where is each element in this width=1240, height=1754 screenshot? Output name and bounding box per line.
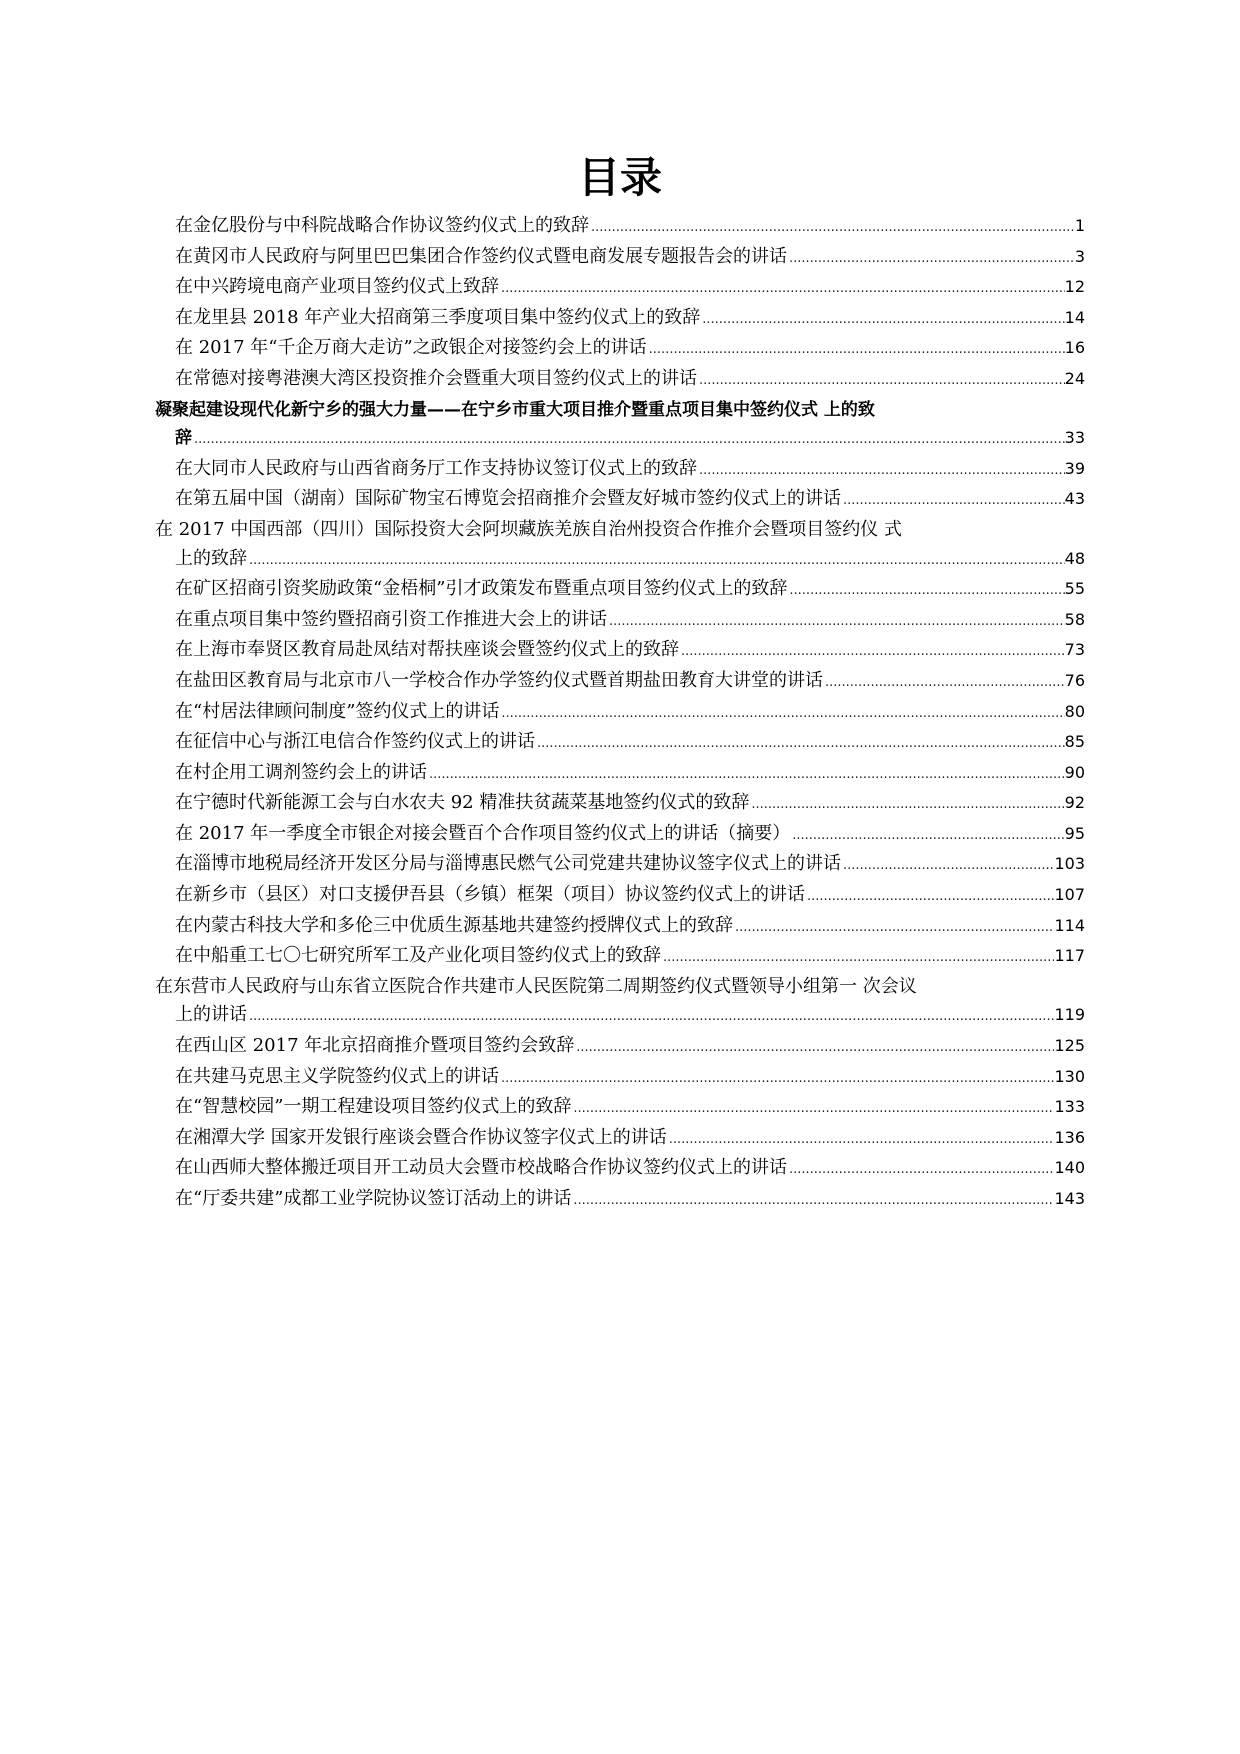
toc-entry-page-number: 12 — [1064, 277, 1085, 297]
dot-leader — [192, 426, 1065, 455]
toc-entry[interactable] — [175, 881, 1085, 912]
toc-entry[interactable] — [175, 455, 1085, 486]
dot-leader — [841, 852, 1054, 881]
toc-entry-title: 在 2017 年一季度全市银企对接会暨百个合作项目签约仪式上的讲话（摘要） — [175, 822, 791, 844]
toc-entry-page-number: 33 — [1064, 428, 1085, 448]
toc-entry-page-number: 95 — [1064, 823, 1085, 843]
dot-leader — [679, 638, 1065, 667]
toc-entry-title: 在村企用工调剂签约会上的讲话 — [175, 761, 427, 783]
toc-entry-title: 上的讲话 — [175, 1004, 247, 1026]
toc-entry-title-line1: 凝聚起建设现代化新宁乡的强大力量——在宁乡市重大项目推介暨重点项目集中签约仪式 上的致 — [155, 399, 875, 420]
toc-entry-title: 在大同市人民政府与山西省商务厅工作支持协议签订仪式上的致辞 — [175, 457, 697, 479]
dot-leader — [589, 214, 1075, 243]
toc-entry-page-number: 55 — [1064, 579, 1085, 599]
dot-leader — [697, 367, 1065, 396]
toc-entry-page-number: 130 — [1054, 1066, 1085, 1086]
dot-leader — [787, 1156, 1054, 1185]
toc-entry[interactable] — [175, 1063, 1085, 1094]
toc-title: 目录 — [577, 153, 662, 202]
toc-entry-page-number: 48 — [1064, 548, 1085, 568]
toc-entry-title: 辞 — [175, 428, 192, 449]
dot-leader — [607, 608, 1065, 637]
dot-leader — [661, 944, 1054, 973]
dot-leader — [790, 822, 1064, 851]
toc-entry-page-number: 43 — [1064, 489, 1085, 509]
toc-entry[interactable] — [175, 912, 1085, 943]
toc-entry-title: 在西山区 2017 年北京招商推介暨项目签约会致辞 — [175, 1035, 575, 1057]
toc-entry-title-line1: 在 2017 中国西部（四川）国际投资大会阿坝藏族羌族自治州投资合作推介会暨项目签约仪 式 — [155, 518, 902, 540]
toc-entry[interactable] — [155, 973, 1085, 1032]
toc-entry[interactable] — [155, 396, 1085, 455]
toc-entry-page-number: 14 — [1064, 307, 1085, 327]
toc-entry-page-number: 1 — [1074, 216, 1085, 235]
table-of-contents — [155, 212, 1085, 1216]
toc-entry-title: 在中兴跨境电商产业项目签约仪式上致辞 — [175, 276, 499, 298]
dot-leader — [749, 791, 1064, 820]
toc-entry-page-number: 114 — [1054, 915, 1085, 935]
dot-leader — [787, 245, 1075, 274]
toc-entry-title: 在山西师大整体搬迁项目开工动员大会暨市校战略合作协议签约仪式上的讲话 — [175, 1157, 787, 1179]
dot-leader — [499, 700, 1064, 729]
toc-entry[interactable] — [175, 334, 1085, 365]
toc-entry-page-number: 125 — [1054, 1036, 1085, 1056]
toc-entry[interactable] — [175, 942, 1085, 973]
toc-entry-page-number: 136 — [1054, 1127, 1085, 1147]
toc-entry[interactable] — [175, 1124, 1085, 1155]
dot-leader — [823, 669, 1065, 698]
toc-entry-title-line1: 在东营市人民政府与山东省立医院合作共建市人民医院第二周期签约仪式暨领导小组第一 次会议 — [155, 975, 917, 997]
toc-entry[interactable] — [175, 728, 1085, 759]
toc-entry[interactable] — [175, 759, 1085, 790]
toc-entry-page-number: 107 — [1054, 885, 1085, 905]
toc-entry-title: 在第五届中国（湖南）国际矿物宝石博览会招商推介会暨友好城市签约仪式上的讲话 — [175, 488, 841, 510]
dot-leader — [697, 457, 1065, 486]
toc-entry-page-number: 16 — [1064, 338, 1085, 358]
toc-entry-title: 在矿区招商引资奖励政策“金梧桐”引才政策发布暨重点项目签约仪式上的致辞 — [175, 578, 788, 600]
toc-entry-title: 在“厅委共建”成都工业学院协议签订活动上的讲话 — [175, 1188, 572, 1209]
toc-entry-title: 在宁德时代新能源工会与白水农夫 92 精准扶贫蔬菜基地签约仪式的致辞 — [175, 792, 750, 814]
toc-entry-title: 上的致辞 — [175, 547, 247, 569]
toc-entry-title: 在盐田区教育局与北京市八一学校合作办学签约仪式暨首期盐田教育大讲堂的讲话 — [175, 669, 823, 691]
toc-entry-page-number: 133 — [1054, 1097, 1085, 1117]
dot-leader — [571, 1187, 1054, 1216]
toc-entry-page-number: 39 — [1064, 458, 1085, 478]
toc-entry[interactable] — [175, 365, 1085, 396]
toc-entry-title: 在重点项目集中签约暨招商引资工作推进大会上的讲话 — [175, 608, 607, 630]
dot-leader — [247, 547, 1065, 576]
toc-entry[interactable] — [175, 212, 1085, 243]
dot-leader — [700, 306, 1064, 335]
dot-leader — [805, 883, 1054, 912]
toc-entry-page-number: 3 — [1074, 246, 1085, 266]
toc-entry-page-number: 140 — [1054, 1158, 1085, 1178]
toc-entry[interactable] — [175, 243, 1085, 274]
dot-leader — [427, 761, 1065, 790]
toc-entry-page-number: 85 — [1064, 732, 1085, 752]
toc-entry-title: 在常德对接粤港澳大湾区投资推介会暨重大项目签约仪式上的讲话 — [175, 367, 697, 389]
toc-entry-title: 在淄博市地税局经济开发区分局与淄博惠民燃气公司党建共建协议签字仪式上的讲话 — [175, 853, 841, 875]
dot-leader — [571, 1095, 1054, 1124]
toc-entry[interactable] — [175, 304, 1085, 335]
toc-entry-title: 在湘潭大学 国家开发银行座谈会暨合作协议签字仪式上的讲话 — [175, 1126, 667, 1148]
dot-leader — [647, 336, 1065, 365]
toc-entry-page-number: 119 — [1054, 1005, 1085, 1025]
toc-entry-title: 在 2017 年“千企万商大走访”之政银企对接签约会上的讲话 — [175, 337, 647, 359]
toc-entry[interactable] — [175, 1093, 1085, 1124]
dot-leader — [787, 577, 1064, 606]
toc-entry[interactable] — [175, 485, 1085, 516]
toc-entry-title: 在共建马克思主义学院签约仪式上的讲话 — [175, 1065, 499, 1087]
toc-entry-title: 在金亿股份与中科院战略合作协议签约仪式上的致辞 — [175, 215, 589, 236]
toc-entry-page-number: 73 — [1064, 640, 1085, 660]
toc-entry-title: 在征信中心与浙江电信合作签约仪式上的讲话 — [175, 731, 535, 753]
toc-entry[interactable] — [175, 575, 1085, 606]
toc-entry[interactable] — [175, 273, 1085, 304]
toc-entry-page-number: 103 — [1054, 854, 1085, 874]
dot-leader — [499, 275, 1065, 304]
toc-entry-page-number: 24 — [1064, 368, 1085, 388]
toc-entry[interactable] — [175, 1154, 1085, 1185]
toc-entry-page-number: 76 — [1064, 670, 1085, 690]
toc-entry-title: 在“村居法律顾问制度”签约仪式上的讲话 — [175, 700, 500, 722]
toc-entry-page-number: 90 — [1064, 762, 1085, 782]
dot-leader — [733, 914, 1054, 943]
toc-entry[interactable] — [175, 667, 1085, 698]
toc-entry[interactable] — [175, 820, 1085, 851]
dot-leader — [499, 1065, 1054, 1094]
toc-entry-title: 在上海市奉贤区教育局赴凤结对帮扶座谈会暨签约仪式上的致辞 — [175, 639, 679, 661]
toc-entry[interactable] — [175, 1032, 1085, 1063]
dot-leader — [841, 487, 1065, 516]
toc-entry-title: 在中船重工七〇七研究所军工及产业化项目签约仪式上的致辞 — [175, 945, 661, 967]
dot-leader — [667, 1126, 1055, 1155]
toc-entry-page-number: 117 — [1054, 946, 1085, 966]
toc-entry-title: 在内蒙古科技大学和多伦三中优质生源基地共建签约授牌仪式上的致辞 — [175, 914, 733, 936]
toc-entry-title: 在龙里县 2018 年产业大招商第三季度项目集中签约仪式上的致辞 — [175, 306, 701, 328]
toc-entry[interactable] — [175, 606, 1085, 637]
dot-leader — [247, 1003, 1054, 1032]
dot-leader — [535, 730, 1065, 759]
toc-entry-title: 在新乡市（县区）对口支援伊吾县（乡镇）框架（项目）协议签约仪式上的讲话 — [175, 884, 805, 906]
toc-entry[interactable] — [175, 636, 1085, 667]
dot-leader — [574, 1034, 1054, 1063]
toc-entry-page-number: 58 — [1064, 609, 1085, 629]
toc-entry-title: 在“智慧校园”一期工程建设项目签约仪式上的致辞 — [175, 1096, 572, 1118]
toc-entry[interactable] — [155, 516, 1085, 575]
toc-entry[interactable] — [175, 1185, 1085, 1216]
toc-entry-page-number: 143 — [1054, 1189, 1085, 1208]
toc-entry-page-number: 80 — [1064, 701, 1085, 721]
toc-entry[interactable] — [175, 789, 1085, 820]
toc-entry-page-number: 92 — [1064, 793, 1085, 813]
toc-entry[interactable] — [175, 698, 1085, 729]
toc-entry-title: 在黄冈市人民政府与阿里巴巴集团合作签约仪式暨电商发展专题报告会的讲话 — [175, 245, 787, 267]
toc-entry[interactable] — [175, 850, 1085, 881]
